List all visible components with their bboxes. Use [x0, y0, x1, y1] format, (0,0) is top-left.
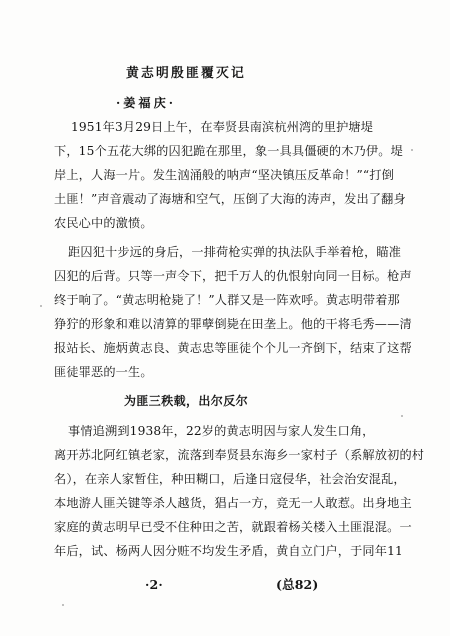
paragraph-2-line-4: 狰狞的形象和难以清算的罪孽倒毙在田垄上。他的干将毛秀——清 [54, 317, 412, 331]
paragraph-3-line-4: 本地游人匪关键等杀人越货，猖占一方，竞无一人敢惹。出身地主 [54, 496, 412, 510]
paragraph-1-line-5: 农民心中的激愤。 [54, 216, 153, 230]
scan-speck [411, 149, 413, 151]
paragraph-3-line-6: 年后，试、杨两人因分赃不均发生矛盾，黄自立门户，于同年11 [54, 544, 403, 558]
page-number: ·2· [145, 577, 163, 592]
paragraph-2-line-2: 囚犯的后背。只等一声令下，把千万人的仇恨射向同一目标。枪声 [54, 269, 412, 283]
paragraph-1-line-4: 土匪！”声音震动了海塘和空气，压倒了大海的涛声，发出了翻身 [54, 192, 406, 206]
paragraph-1-line-1: 1951年3月29日上午，在奉贤县南滨杭州湾的里护塘堤 [71, 120, 374, 134]
paragraph-2-line-3: 终于响了。“黄志明枪毙了！”人群又是一阵欢呼。黄志明带着那 [54, 293, 400, 307]
document-author: ·姜福庆· [116, 96, 177, 110]
section-subheading: 为匪三秩载，出尔反尔 [124, 394, 249, 408]
paragraph-1-line-3: 岸上，人海一片。发生汹涌般的呐声“坚决镇压反革命！”“打倒 [54, 168, 394, 182]
paragraph-3-line-5: 家庭的黄志明早已受不住种田之苦，就跟着杨关楼入土匪混混。一 [54, 520, 412, 534]
paragraph-3-line-3: 名），在亲人家暂住，种田糊口，后逢日寇侵华，社会治安混乱， [54, 472, 406, 486]
paragraph-3-line-1: 事情追溯到1938年，22岁的黄志明因与家人发生口角， [68, 424, 375, 438]
scan-speck [62, 604, 64, 606]
paragraph-2-line-6: 匪徒罪恶的一生。 [54, 365, 153, 379]
scan-speck [40, 305, 42, 307]
document-title: 黄志明殷匪覆灭记 [126, 66, 246, 81]
paragraph-2-line-5: 报站长、施炳黄志良、黄志忠等匪徒个个儿一齐倒下，结束了这帮 [54, 341, 412, 355]
paragraph-3-line-2: 离开苏北阿红镇老家，流落到奉贤县东海乡一家村子（系解放初的村 [54, 448, 425, 462]
total-page-number: (总82) [276, 577, 319, 592]
paragraph-2-line-1: 距囚犯十步远的身后，一排荷枪实弹的执法队手举着枪，瞄准 [68, 245, 402, 259]
paragraph-1-line-2: 下，15个五花大绑的囚犯跪在那里，象一具具僵硬的木乃伊。堤 [54, 144, 403, 158]
scan-speck [401, 415, 403, 417]
